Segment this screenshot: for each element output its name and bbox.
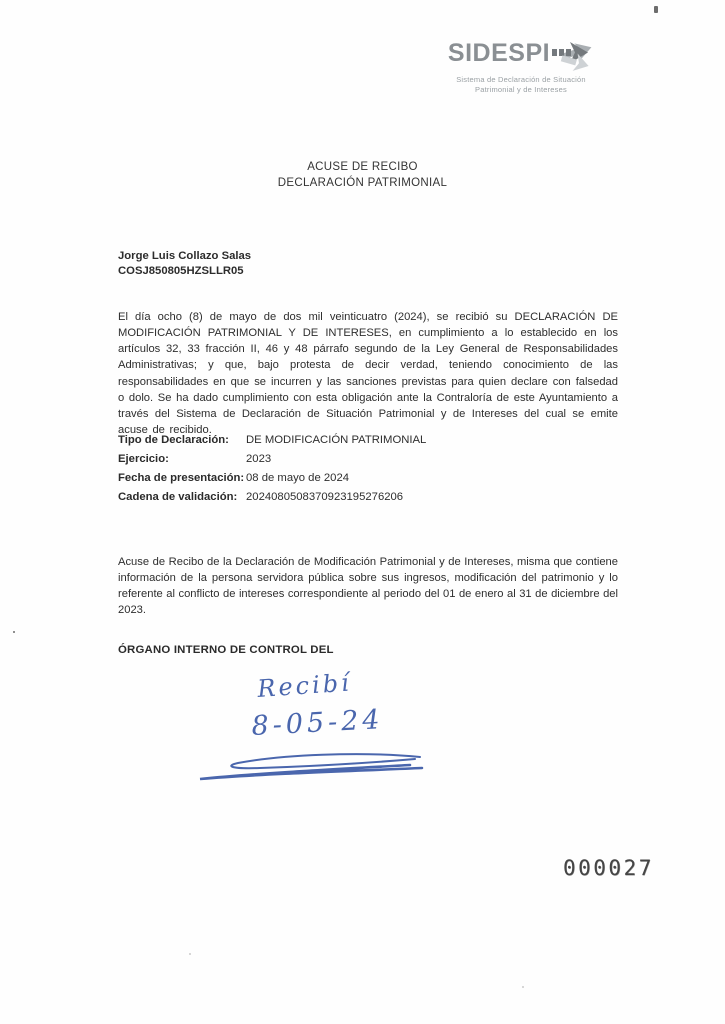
- field-tipo-value: DE MODIFICACIÓN PATRIMONIAL: [246, 434, 427, 446]
- field-ejercicio-value: 2023: [246, 453, 272, 465]
- document-title: [0, 160, 725, 191]
- field-tipo-label: Tipo de Declaración:: [118, 434, 229, 446]
- sidespi-tagline: [446, 75, 596, 95]
- signature-flourish: [200, 754, 422, 779]
- recipient-name: Jorge Luis Collazo Salas: [118, 250, 252, 262]
- declaration-fields: [118, 434, 426, 510]
- body-paragraph-1: El día ocho (8) de mayo de dos mil veinticuatro (2024), se recibió su DECLARACIÓN DE MODIFICACIÓN PATRIMONIAL Y DE INTERESES, en cumplimiento a lo establecido en los artículos 32, 33 fracción II, 46 y 48 párrafo segundo de la Ley General de Responsabilidades Administrativas; y que, bajo protesta de decir verdad, teniendo conocimiento de las responsabilidades en que se incurren y las sanciones previstas para quien declare con falsedad o dolo. Se ha dado cumplimiento con esta obligación ante la Contraloría de este Ayuntamiento a través del Sistema de Declaración de Situación Patrimonial y de Intereses del cual se emite acuse de recibido.: [118, 311, 618, 436]
- field-fecha-presentacion: [118, 472, 426, 486]
- sidespi-logo: [446, 33, 596, 95]
- body-paragraph-2: Acuse de Recibo de la Declaración de Modificación Patrimonial y de Intereses, misma que contiene información de la persona servidora pública sobre sus ingresos, modificación del patrimonio y lo referente al conflicto de intereses correspondiente al periodo del 01 de enero al 31 de diciembre del 2023.: [118, 556, 618, 617]
- scan-speck: [654, 6, 658, 13]
- field-fecha-label: Fecha de presentación:: [118, 472, 245, 484]
- scan-speck: [189, 953, 191, 955]
- field-cadena-label: Cadena de validación:: [118, 491, 238, 503]
- sidespi-tagline-line2: Patrimonial y de Intereses: [475, 84, 567, 94]
- document-title-line1: ACUSE DE RECIBO: [307, 161, 418, 173]
- field-cadena-validacion: [118, 491, 426, 505]
- handwritten-annotation: [170, 665, 460, 795]
- sidespi-tagline-line1: Sistema de Declaración de Situación: [456, 75, 586, 84]
- scan-speck: [13, 631, 15, 633]
- document-title-line2: DECLARACIÓN PATRIMONIAL: [277, 176, 448, 189]
- handwritten-date-text: 8-05-24: [250, 704, 385, 742]
- recipient-curp: COSJ850805HZSLLR05: [118, 265, 244, 278]
- scan-speck: [522, 986, 524, 988]
- field-tipo-declaracion: [118, 434, 426, 448]
- folio-number-stamp: 000027: [563, 856, 654, 880]
- field-ejercicio: [118, 453, 426, 467]
- office-heading: ÓRGANO INTERNO DE CONTROL DEL: [118, 644, 334, 656]
- field-fecha-value: 08 de mayo de 2024: [246, 472, 350, 484]
- handwritten-recibi-text: Recibí: [256, 668, 353, 703]
- field-ejercicio-label: Ejercicio:: [118, 453, 169, 465]
- triple-arrow-right-icon: [552, 33, 594, 73]
- recipient-block: [118, 249, 251, 280]
- sidespi-logo-text: SIDESPI: [447, 38, 551, 67]
- field-cadena-value: 2024080508370923195276206: [246, 491, 404, 503]
